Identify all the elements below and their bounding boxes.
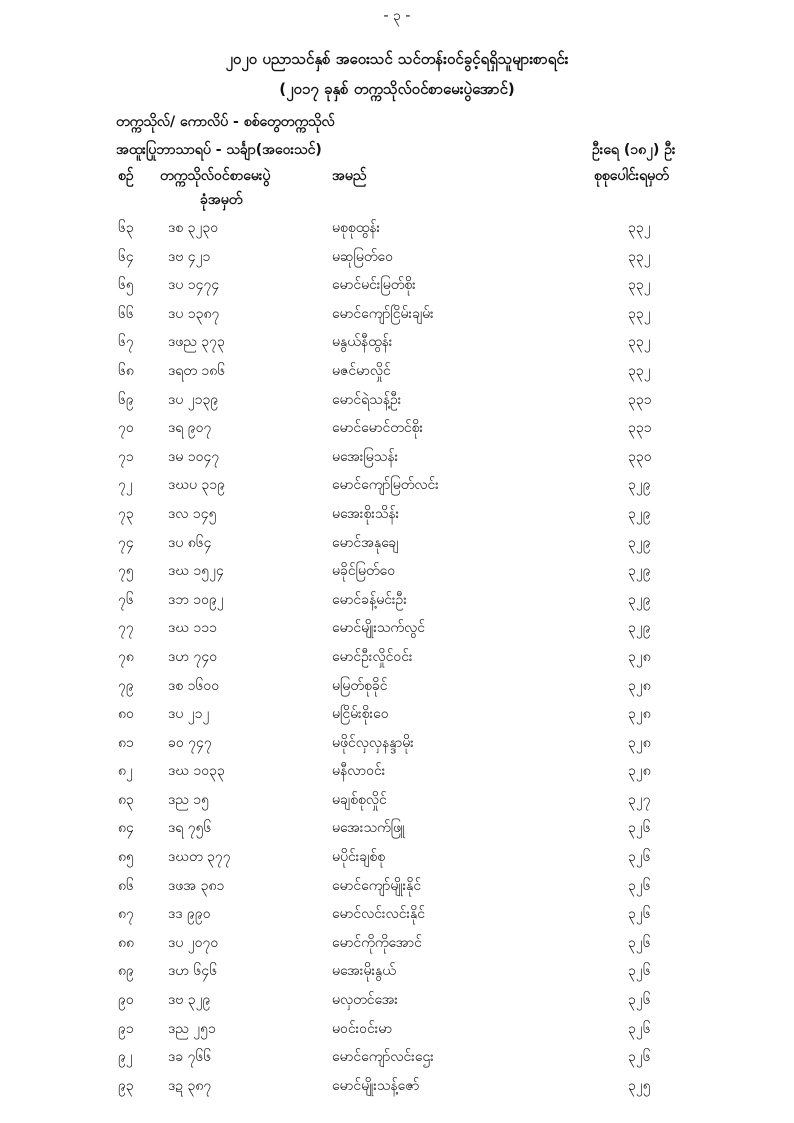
total-score: ၃၂၆: [628, 906, 651, 923]
table-row: [0, 361, 794, 390]
header-no: စဉ်: [118, 168, 134, 184]
total-count: ဦးရေ (၁၈၂) ဦး: [592, 142, 676, 158]
row-number: ၆၈: [118, 362, 134, 379]
roll-number: ဒဃ ၁၁၁: [168, 620, 218, 637]
total-score: ၃၂၉: [628, 563, 651, 580]
row-number: ၇၆: [118, 591, 134, 608]
student-name: မငြိမ်းစိုးဝေ: [332, 706, 389, 723]
roll-number: ခဝ ၇၄၇: [168, 734, 212, 751]
student-name: မောင်မင်းမြတ်စိုး: [332, 277, 416, 294]
subject-line: အထူးပြုဘာသာရပ် - သင်္ချာ(အဝေးသင်): [116, 142, 322, 158]
row-number: ၆၇: [118, 334, 134, 351]
student-name: မနီလာဝင်း: [332, 763, 386, 780]
row-number: ၇၃: [118, 505, 134, 522]
row-number: ၇၅: [118, 563, 134, 580]
roll-number: ဒရ ၇၅၆: [168, 820, 212, 837]
roll-number: ဒဖည ၃၇၃: [168, 334, 225, 351]
student-name: မောင်လင်းလင်းနိုင်: [332, 906, 426, 923]
table-row: [0, 447, 794, 476]
table-row: [0, 218, 794, 247]
table-row: [0, 676, 794, 705]
header-roll: တက္ကသိုလ်ဝင်စာမေးပွဲ: [160, 168, 271, 184]
total-score: ၃၃၀: [628, 448, 652, 465]
roll-number: ဒဖအ ၃၈၁: [168, 877, 225, 894]
row-number: ၇၈: [118, 648, 134, 665]
roll-number: ဒဃ ၁၀၃၃: [168, 763, 225, 780]
total-score: ၃၂၆: [628, 849, 651, 866]
row-number: ၇၇: [118, 620, 134, 637]
total-score: ၃၂၆: [628, 1020, 651, 1037]
total-score: ၃၃၂: [628, 277, 651, 294]
roll-number: ဒစ ၁၆၀၀: [168, 677, 220, 694]
table-row: [0, 904, 794, 933]
total-score: ၃၃၁: [628, 391, 652, 408]
student-name: မဝင်းဝင်းမာ: [332, 1020, 393, 1037]
roll-number: ဒဗ ၄၂၁: [168, 248, 211, 265]
total-score: ၃၂၉: [628, 620, 651, 637]
student-name: မအေးသက်ဖြူ: [332, 820, 406, 837]
roll-number: ဒဃပ ၃၁၉: [168, 477, 226, 494]
row-number: ၇၀: [118, 420, 134, 437]
total-score: ၃၂၈: [628, 706, 651, 723]
header-roll-2: ခုံအမှတ်: [200, 192, 243, 208]
student-name: မလှတင်အေး: [332, 992, 398, 1009]
table-row: [0, 818, 794, 847]
total-score: ၃၂၅: [628, 1077, 651, 1094]
row-number: ၇၄: [118, 534, 134, 551]
row-number: ၉၁: [118, 1020, 134, 1037]
total-score: ၃၂၈: [628, 734, 651, 751]
table-row: [0, 733, 794, 762]
table-row: [0, 847, 794, 876]
student-name: မောင်ကျော်လင်းဌေး: [332, 1049, 434, 1066]
total-score: ၃၂၆: [628, 820, 651, 837]
total-score: ၃၃၂: [628, 248, 651, 265]
table-row: [0, 504, 794, 533]
student-name: မောင်ခန့်မင်းဦး: [332, 591, 407, 608]
roll-number: ဒပ ၂၁၃၉: [168, 391, 219, 408]
roll-number: ဒပ ၂၁၂: [168, 706, 210, 723]
student-name: မအေးမြသန်း: [332, 448, 399, 465]
table-row: [0, 475, 794, 504]
total-score: ၃၃၂: [628, 334, 651, 351]
table-row: [0, 418, 794, 447]
student-name: မောင်ကျော်မျိုးနိုင်: [332, 877, 422, 894]
row-number: ၆၃: [118, 220, 134, 236]
table-row: [0, 1019, 794, 1048]
total-score: ၃၂၉: [628, 534, 651, 551]
row-number: ၆၄: [118, 248, 134, 265]
student-name: မောင်ရဲသန့်ဦး: [332, 391, 402, 408]
table-row: [0, 561, 794, 590]
roll-number: ဒပ ၂၀၇၀: [168, 934, 219, 951]
row-number: ၉၂: [118, 1049, 133, 1066]
student-name: မောင်ကိုကိုအောင်: [332, 934, 422, 951]
row-number: ၈၉: [118, 963, 134, 980]
roll-number: ဒဃ ၁၅၂၄: [168, 563, 224, 580]
roll-number: ဒည ၁၅: [168, 791, 210, 808]
total-score: ၃၂၈: [628, 763, 651, 780]
total-score: ၃၂၆: [628, 992, 651, 1009]
header-name: အမည်: [332, 168, 367, 184]
row-number: ၈၃: [118, 791, 134, 808]
row-number: ၈၆: [118, 877, 134, 894]
student-name: မောင်ကျော်မြတ်လင်း: [332, 477, 439, 494]
roll-number: ဒပ ၈၆၄: [168, 534, 212, 551]
student-name: မချစ်စုလှိုင်: [332, 791, 387, 808]
roll-number: ဒမ ၁၀၄၇: [168, 448, 220, 465]
student-name: မောင်မျိုးသက်လွင်: [332, 620, 426, 637]
total-score: ၃၂၈: [628, 677, 651, 694]
table-row: [0, 1047, 794, 1076]
row-number: ၈၀: [118, 706, 134, 723]
roll-number: ဒဟ ၇၄၀: [168, 648, 218, 665]
roll-number: ဒဍ ၃၈၇: [168, 1077, 212, 1094]
student-name: မမြတ်စုခိုင်: [332, 677, 388, 694]
roll-number: ဒဟ ၆၄၆: [168, 963, 218, 980]
table-row: [0, 1076, 794, 1105]
roll-number: ဒဘ ၁၀၉၂: [168, 591, 224, 608]
roll-number: ဒဗ ၃၂၉: [168, 992, 211, 1009]
total-score: ၃၂၈: [628, 648, 651, 665]
student-name: မဖိုင်လှလှနန္ဒာမိုး: [332, 734, 414, 751]
row-number: ၆၅: [118, 277, 134, 294]
table-row: [0, 533, 794, 562]
document-subtitle: (၂၀၁၇ ခုနှစ် တက္ကသိုလ်ဝင်စာမေးပွဲအောင်): [279, 80, 515, 98]
table-row: [0, 590, 794, 619]
total-score: ၃၃၁: [628, 420, 652, 437]
total-score: ၃၂၉: [628, 477, 651, 494]
header-score: စုစုပေါင်းရမှတ်: [594, 168, 669, 184]
student-name: မနွယ်နီထွန်း: [332, 334, 393, 351]
total-score: ၃၃၂: [628, 305, 651, 322]
page-number: - ၃ -: [383, 8, 411, 24]
table-row: [0, 247, 794, 276]
row-number: ၉၀: [118, 992, 134, 1009]
table-row: [0, 933, 794, 962]
document-title: ၂၀၂၀ ပညာသင်နှစ် အဝေးသင် သင်တန်းဝင်ခွင့်ရရှိသူများစာရင်း: [225, 50, 569, 68]
total-score: ၃၂၆: [628, 963, 651, 980]
student-name: မအေးမိုးနွယ်: [332, 963, 396, 980]
student-name: မခိုင်မြတ်ဝေ: [332, 563, 396, 580]
student-name: မောင်မျိုးသန့်ဇော်: [332, 1077, 420, 1094]
table-row: [0, 332, 794, 361]
row-number: ၆၉: [118, 391, 134, 408]
table-row: [0, 761, 794, 790]
roll-number: ဒစ ၃၂၃၀: [168, 220, 219, 236]
student-name: မအေးစိုးသိန်း: [332, 505, 400, 522]
student-name: မစုစုထွန်း: [332, 220, 381, 236]
total-score: ၃၂၉: [628, 505, 651, 522]
table-row: [0, 618, 794, 647]
roll-number: ဒခ ၇၆၆: [168, 1049, 212, 1066]
total-score: ၃၃၂: [628, 362, 651, 379]
roll-number: ဒပ ၁၄၇၄: [168, 277, 220, 294]
roll-number: ဒည ၂၅၁: [168, 1020, 216, 1037]
roll-number: ဒရတ ၁၈၆: [168, 362, 226, 379]
row-number: ၇၉: [118, 677, 134, 694]
row-number: ၈၈: [118, 934, 134, 951]
results-table: [0, 218, 794, 1104]
total-score: ၃၂၇: [628, 791, 651, 808]
student-name: မောင်အနုချေ: [332, 534, 399, 551]
student-name: မောင်ဦးလှိုင်ဝင်း: [332, 648, 413, 665]
total-score: ၃၂၆: [628, 1049, 651, 1066]
table-row: [0, 990, 794, 1019]
university-line: တက္ကသိုလ်/ ကောလိပ် - စစ်တွေတက္ကသိုလ်: [116, 114, 335, 130]
table-row: [0, 390, 794, 419]
row-number: ၈၄: [118, 820, 134, 837]
row-number: ၈၁: [118, 734, 134, 751]
row-number: ၆၆: [118, 305, 134, 322]
roll-number: ဒဒ ၉၉၀: [168, 906, 211, 923]
table-row: [0, 790, 794, 819]
table-row: [0, 961, 794, 990]
roll-number: ဒပ ၁၃၈၇: [168, 305, 220, 322]
table-row: [0, 704, 794, 733]
table-row: [0, 275, 794, 304]
student-name: မောင်မောင်တင်စိုး: [332, 420, 424, 437]
table-row: [0, 304, 794, 333]
row-number: ၇၁: [118, 448, 134, 465]
row-number: ၈၇: [118, 906, 134, 923]
total-score: ၃၂၆: [628, 934, 651, 951]
student-name: မပိုင်းချစ်စု: [332, 849, 386, 866]
roll-number: ဒရ ၉၀၇: [168, 420, 212, 437]
row-number: ၈၂: [118, 763, 133, 780]
row-number: ၉၃: [118, 1077, 134, 1094]
student-name: မောင်ကျော်ငြိမ်းချမ်း: [332, 305, 434, 322]
table-row: [0, 647, 794, 676]
roll-number: ဒလ ၁၄၅: [168, 505, 217, 522]
table-row: [0, 876, 794, 905]
row-number: ၇၂: [118, 477, 133, 494]
total-score: ၃၂၉: [628, 591, 651, 608]
total-score: ၃၃၂: [628, 220, 651, 236]
total-score: ၃၂၆: [628, 877, 651, 894]
row-number: ၈၅: [118, 849, 134, 866]
student-name: မဇင်မာလှိုင်: [332, 362, 391, 379]
student-name: မဆုမြတ်ဝေ: [332, 248, 393, 265]
roll-number: ဒဃတ ၃၇၇: [168, 849, 231, 866]
